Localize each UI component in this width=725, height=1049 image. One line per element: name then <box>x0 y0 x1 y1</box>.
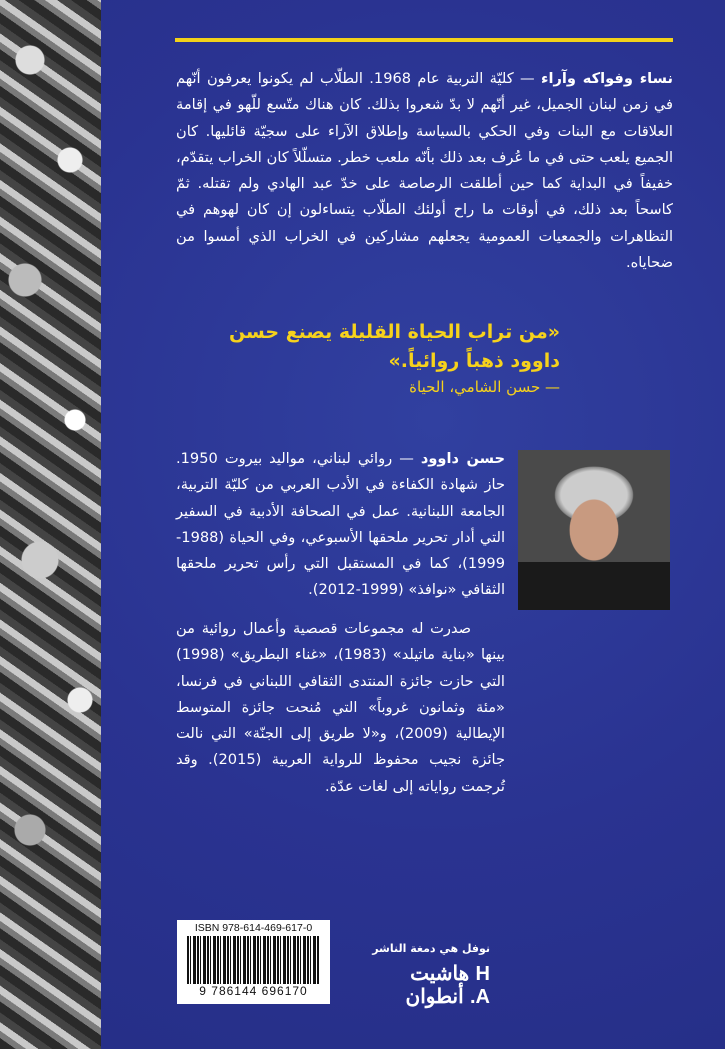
blurb-title: نساء وفواكه وآراء <box>541 70 673 87</box>
author-bio <box>176 446 505 604</box>
logo-mark-h: H <box>475 963 490 985</box>
imprint-note: نوفل هي دمغة الناشر <box>372 942 490 955</box>
logo-mark-a: A. <box>469 986 490 1008</box>
blurb-text: — كليّة التربية عام 1968. الطلّاب لم يكونوا يعرفون أنّهم في زمن لبنان الجميل، غير أنّهم لا بدّ شعروا بذلك. كان هناك متّسع للّهو في إقامة العلاقات مع البنات وفي الحكي بالسياسة وإطلاق الآراء على سجيّة قائليها. كان الجميع يلعب حتى في ما عُرف بعد ذلك بأنّه ملعب خطر. متسلّلاً كان الخراب يتقدّم، خفيفاً في البداية كما حين أطلقت الرصاصة على خدّ عبد الهادي ولم تقتله. ثمّ كاسحاً بعد ذلك، في أوقات ما راح أولئك الطلّاب يتساءلون إن كان لهوهم في التظاهرات والجمعيات العمومية يجعلهم مشاركين في الخراب الذي أمسوا من ضحاياه. <box>176 70 673 272</box>
accent-rule <box>175 38 673 42</box>
isbn-label: ISBN 978-614-469-617-0 <box>194 922 313 934</box>
barcode <box>177 920 330 1004</box>
review-quote: «من تراب الحياة القليلة يصنع حسن داوود ذهباً روائياً.» <box>228 321 560 372</box>
author-photo <box>518 450 670 610</box>
publisher-logo <box>370 962 490 1008</box>
quote-attribution: — حسن الشامي، الحياة <box>409 378 560 396</box>
barcode-number: 9 786144 696170 <box>177 984 330 998</box>
logo-line1: هاشيت <box>410 963 470 985</box>
blurb <box>176 66 673 276</box>
author-works: صدرت له مجموعات قصصية وأعمال روائية من بينها «بناية ماتيلد» (1983)، «غناء البطريق» (1998) التي حازت جائزة المنتدى الثقافي اللبناني في فرنسا، «مئة وثمانون غروباً» التي مُنحت جائزة المتوسط الإيطالية (2009)، و«لا طريق إلى الجنّة» التي نالت جائزة نجيب محفوظ للرواية العربية (2015). وقد تُرجمت رواياته إلى لغات عدّة. <box>176 620 505 795</box>
barcode-bars <box>187 936 320 988</box>
author-bio-text: — روائي لبناني، مواليد بيروت 1950. حاز شهادة الكفاءة في الأدب العربي من كليّة التربية، الجامعة اللبنانية. عمل في الصحافة الأدبية في السفير التي أدار تحرير ملحقها الأسبوعي، وفي الحياة (1988- 1999)، كما في المستقبل التي رأس تحرير ملحقها الثقافي «نوافذ» (1999-2012). <box>176 450 505 599</box>
author-name: حسن داوود <box>420 450 505 467</box>
cover-photo-strip <box>0 0 101 1049</box>
logo-line2: أنطوان <box>405 986 464 1008</box>
